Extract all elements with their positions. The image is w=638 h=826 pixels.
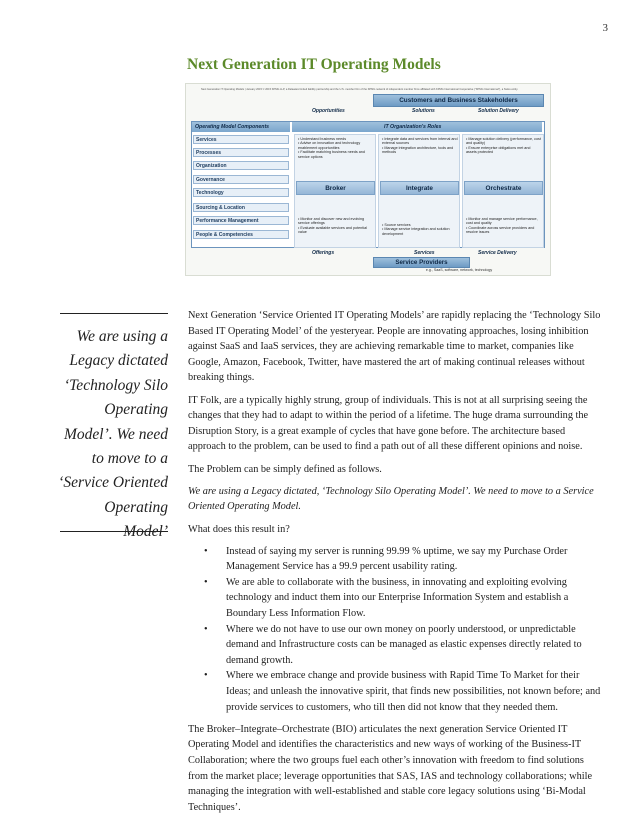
list-item: • We are able to collaborate with the business, in innovating and exploiting evolving technology and induct them into our Enterprise Information System and establish a Boundary Less Information Flow. — [226, 575, 602, 622]
pull-quote-rule-bottom — [60, 531, 168, 532]
component-item: People & Competencies — [193, 230, 289, 239]
role-column-broker — [294, 134, 376, 248]
pull-quote-rule-top — [60, 313, 168, 314]
figure-header: Customers and Business Stakeholders — [373, 94, 544, 107]
role-column-integrate — [378, 134, 460, 248]
bullet: • Manage integration architecture, tools and methods — [382, 146, 458, 155]
figure-main-panel — [191, 121, 545, 248]
problem-statement: We are using a Legacy dictated, ‘Technology Silo Operating Model’. We need to move to a Service Oriented Operating Model. — [188, 485, 594, 513]
bullet: • Facilitate matching business needs and service options — [298, 150, 374, 159]
column-services: Services — [414, 250, 435, 256]
operating-model-figure — [185, 83, 551, 276]
integrate-top-bullets — [382, 137, 458, 155]
role-orchestrate: Orchestrate — [464, 181, 543, 195]
orchestrate-bottom-bullets — [466, 217, 542, 235]
broker-top-bullets — [298, 137, 374, 159]
bullet: • Evaluate available services and potential value — [298, 226, 374, 235]
pull-quote: We are using a Legacy dictated ‘Technology Silo Operating Model’. We need to move to a ‘Service Oriented Operating Model’ — [58, 328, 168, 541]
paragraph: Next Generation ‘Service Oriented IT Operating Models’ are rapidly replacing the ‘Technology Silo Based IT Operating Model’ of the yesteryear. People are innovating approaches, losing inhibition against SaaS and IaaS services, they are achieving remarkable time to market, companies like Google, Amazon, Facebook, Twitter, have mastered the art of making continual releases without breaking things. — [188, 310, 601, 384]
page-number: 3 — [602, 22, 608, 34]
component-item: Performance Management — [193, 216, 289, 225]
role-broker: Broker — [296, 181, 375, 195]
figure-footer: Service Providers — [373, 257, 470, 268]
component-item: Organization — [193, 161, 289, 170]
roles-header: IT Organization's Roles — [292, 122, 542, 132]
page-title: Next Generation IT Operating Models — [187, 56, 441, 73]
bullet: • Source services — [382, 223, 458, 227]
results-list — [188, 544, 602, 716]
bullet: • Advise on innovation and technology enablement opportunities — [298, 141, 374, 150]
paragraph: The Broker–Integrate–Orchestrate (BIO) articulates the next generation Service Oriented IT Operating Model and identifies the characteristics and new ways of working of the Business-IT Collaboration; where the two groups fuel each other’s innovation with freedom to find solutions from the market place; leverage opportunities that SAS, IAS and technology collaborations; while managing the integration with well-established and stable core legacy solutions using ‘Bi-Modal Techniques’. — [188, 723, 593, 813]
paragraph: IT Folk, are a typically highly strung, group of individuals. This is not at all surprising seeing the changes that they had to adapt to within the period of a lifetime. The huge drama surrounding the Disruption Story, is a great example of cycles that have gone before. The architecture based approach to the problem, can be used to find a path out of all these different opinions and noise. — [188, 394, 589, 453]
bullet: • Ensure enterprise obligations met and assets protected — [466, 146, 542, 155]
component-item: Technology — [193, 188, 289, 197]
column-solution-delivery: Solution Delivery — [478, 108, 519, 114]
list-item: • Instead of saying my server is running 99.99 % uptime, we say my Purchase Order Management Service has a 99.9 percent usability rating. — [226, 544, 602, 575]
column-opportunities: Opportunities — [312, 108, 345, 114]
integrate-bottom-bullets — [382, 223, 458, 236]
bullet: • Monitor and manage service performance, cost and quality — [466, 217, 542, 226]
component-item: Sourcing & Location — [193, 203, 289, 212]
component-item: Services — [193, 135, 289, 144]
column-service-delivery: Service Delivery — [478, 250, 517, 256]
role-integrate: Integrate — [380, 181, 459, 195]
component-item: Processes — [193, 148, 289, 157]
broker-bottom-bullets — [298, 217, 374, 235]
bullet: • Manage solution delivery (performance, cost and quality) — [466, 137, 542, 146]
paragraph: What does this result in? — [188, 523, 290, 535]
list-item: • Where we embrace change and provide business with Rapid Time To Market for their Ideas; and unleash the innovative spirit, that finds new possibilities, not known before; and provide services to customers, who till then did not know that they needed them. — [226, 668, 602, 715]
paragraph: The Problem can be simply defined as follows. — [188, 463, 382, 475]
bullet: • Integrate data and services from internal and external sources — [382, 137, 458, 146]
figure-caption: Next Generation IT Operating Models | January 2015 © 2015 KPMG LLP, a Delaware limited liability partnership and the U.S. member firm of the KPMG network of independent member firms affiliated with KPMG International Cooperative ("KPMG International"), a Swiss entity. — [201, 88, 519, 91]
column-solutions: Solutions — [412, 108, 435, 114]
component-item: Governance — [193, 175, 289, 184]
orchestrate-top-bullets — [466, 137, 542, 155]
list-item: • Where we do not have to use our own money on poorly understood, or unpredictable demand and Infrastructure costs can be managed as elastic expenses directly related to demand growth. — [226, 622, 602, 669]
components-header: Operating Model Components — [192, 122, 290, 132]
column-offerings: Offerings — [312, 250, 335, 256]
bullet: • Understand business needs — [298, 137, 374, 141]
role-column-orchestrate — [462, 134, 544, 248]
bullet: • Coordinate across service providers and resolve issues — [466, 226, 542, 235]
components-panel — [192, 122, 290, 247]
figure-footer-subtitle: e.g., SaaS, software, network, technology — [425, 268, 493, 272]
body-text — [188, 308, 602, 822]
bullet: • Monitor and discover new and evolving service offerings — [298, 217, 374, 226]
bullet: • Manage service integration and solution development — [382, 227, 458, 236]
